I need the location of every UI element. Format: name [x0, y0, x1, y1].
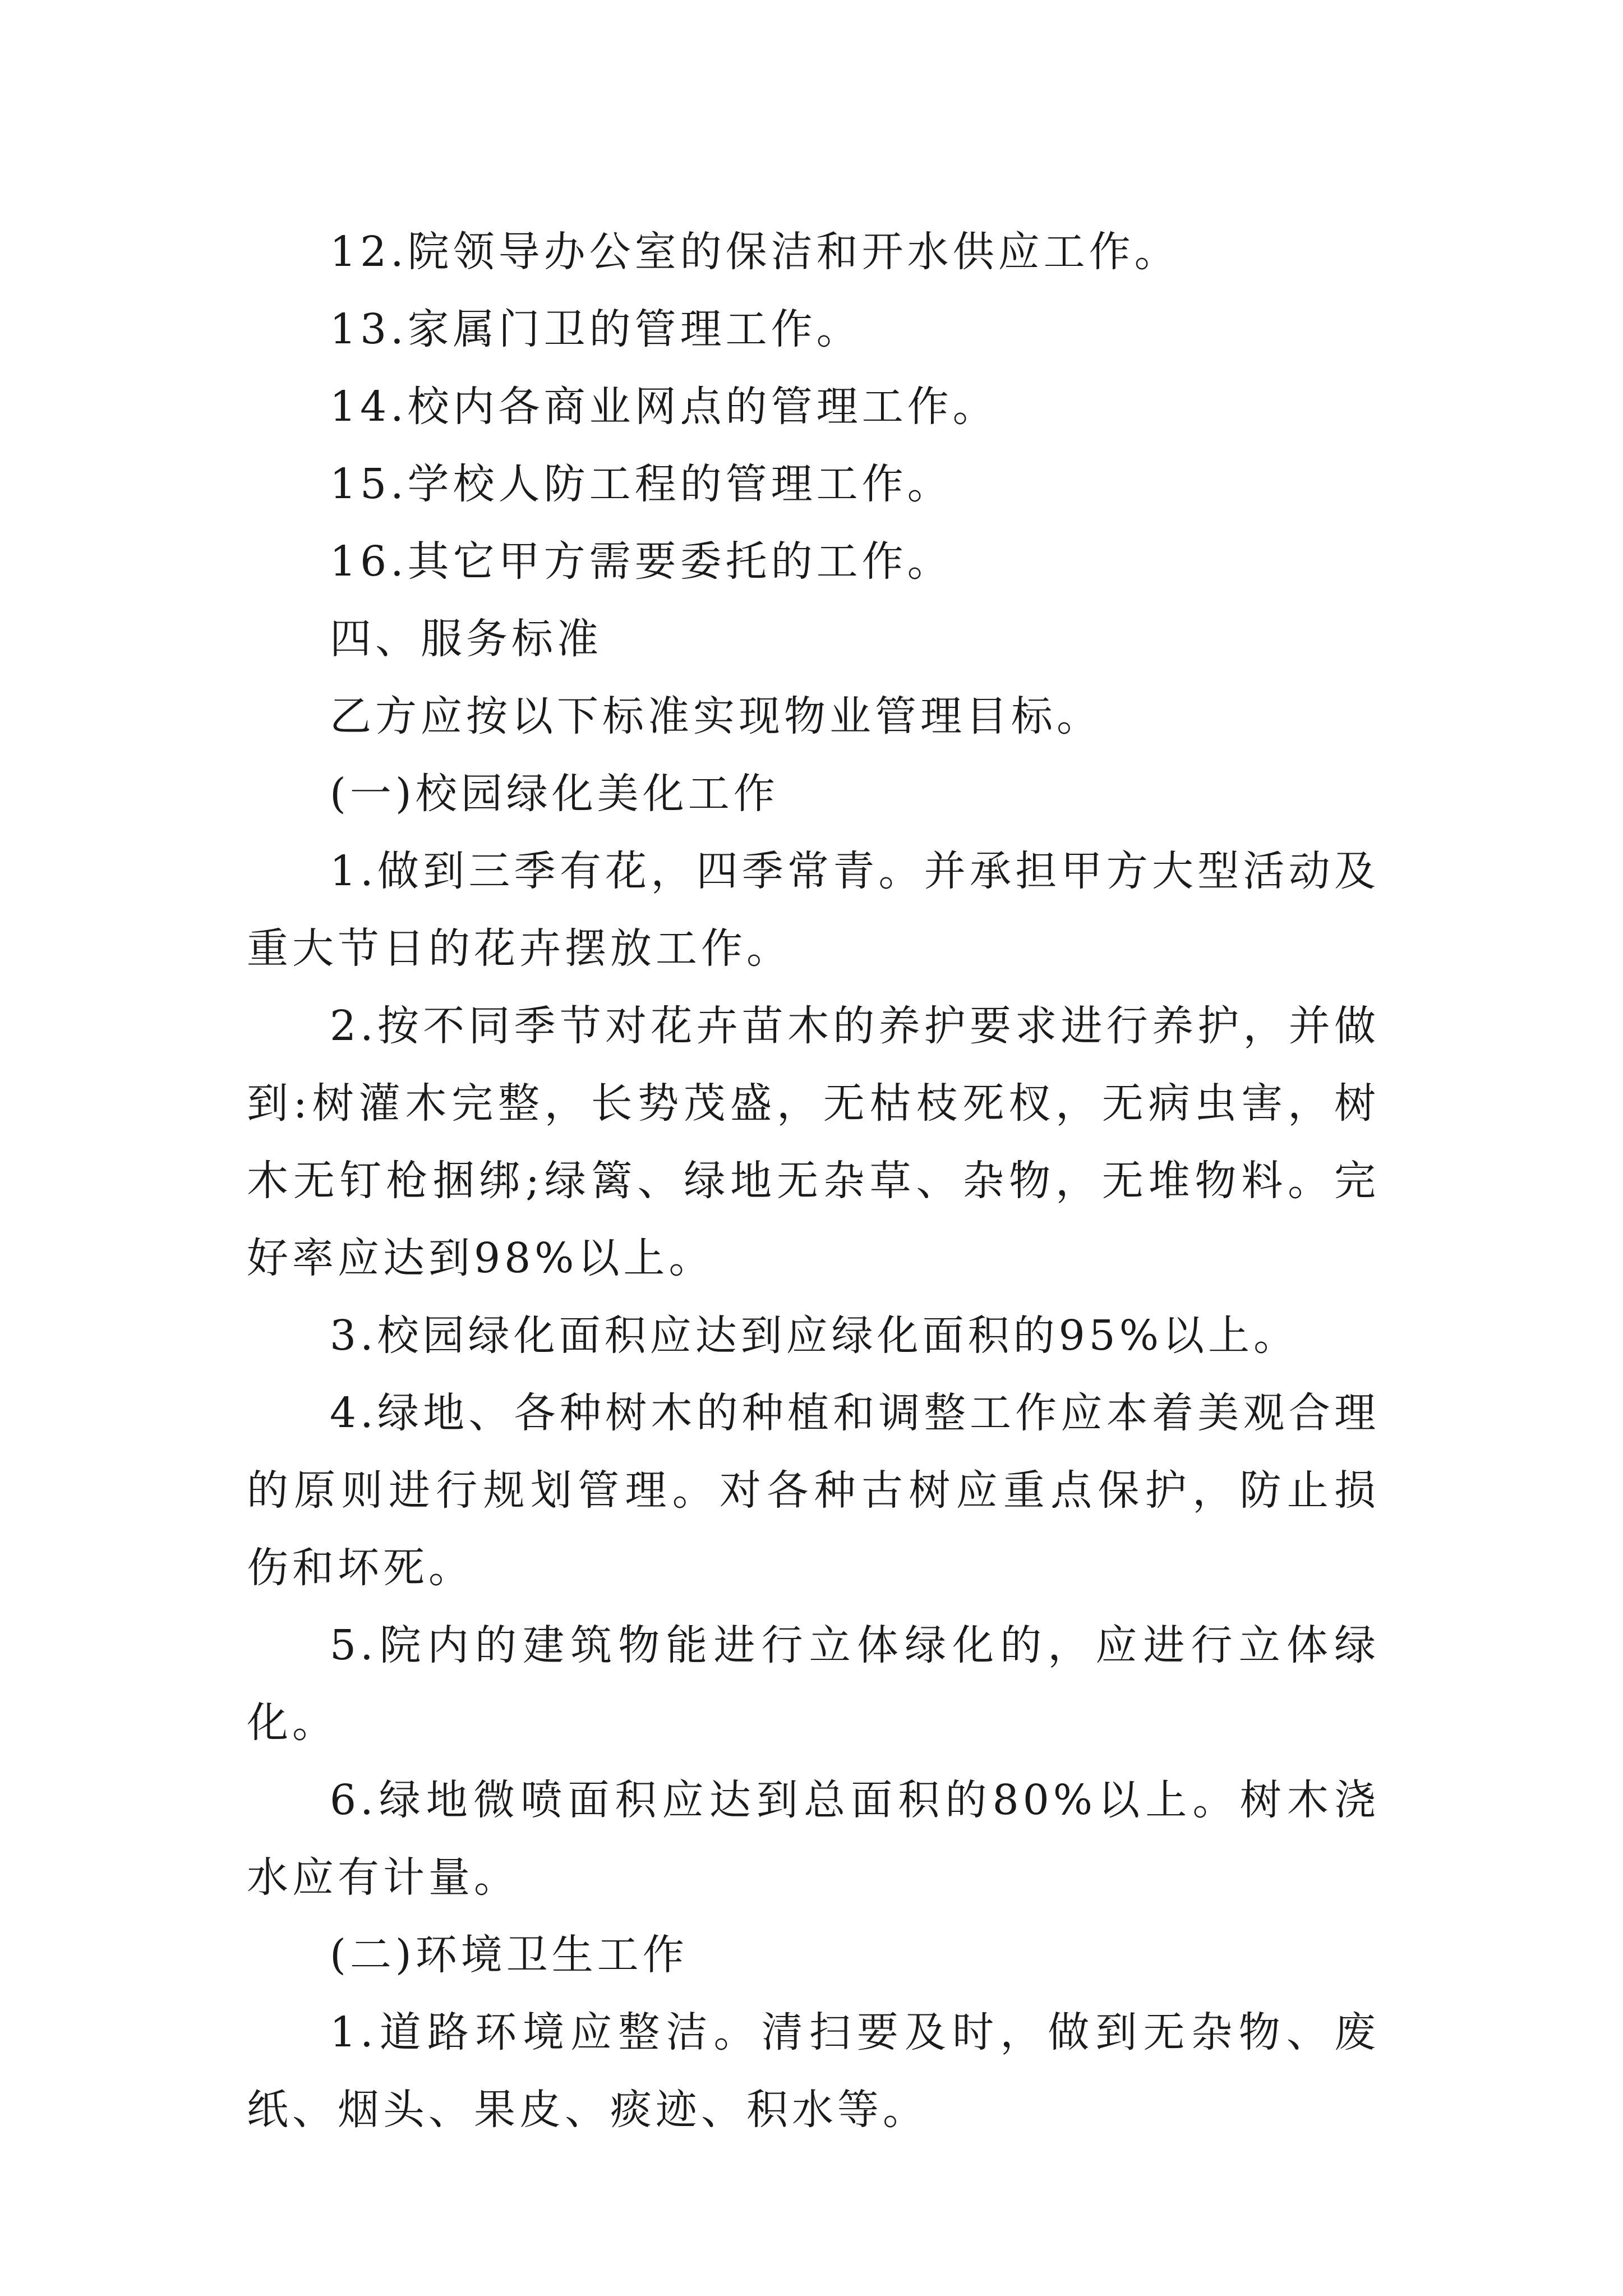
paragraph-item-15: 15.学校人防工程的管理工作。 — [330, 460, 953, 508]
greening-item-3: 3.校园绿化面积应达到应绿化面积的95%以上。 — [330, 1312, 1299, 1360]
greening-item-1: 1.做到三季有花，四季常青。并承担甲方大型活动及重大节日的花卉摆放工作。 — [247, 847, 1380, 973]
greening-item-4: 4.绿地、各种树木的种植和调整工作应本着美观合理的原则进行规划管理。对各种古树应重点保护，防止损伤和坏死。 — [247, 1389, 1380, 1592]
paragraph-item-12: 12.院领导办公室的保洁和开水供应工作。 — [330, 228, 1180, 276]
greening-item-5: 5.院内的建筑物能进行立体绿化的，应进行立体绿化。 — [247, 1621, 1380, 1747]
section-intro: 乙方应按以下标准实现物业管理目标。 — [330, 692, 1102, 740]
paragraph-item-14: 14.校内各商业网点的管理工作。 — [330, 383, 998, 431]
greening-item-2: 2.按不同季节对花卉苗木的养护要求进行养护，并做到:树灌木完整，长势茂盛，无枯枝死杈，无病虫害，树木无钉枪捆绑;绿篱、绿地无杂草、杂物，无堆物料。完好率应达到98%以上。 — [247, 1002, 1380, 1282]
document-body — [247, 213, 1380, 2148]
subsection-heading-greening: (一)校园绿化美化工作 — [330, 770, 779, 818]
greening-item-6: 6.绿地微喷面积应达到总面积的80%以上。树木浇水应有计量。 — [247, 1776, 1380, 1902]
paragraph-item-16: 16.其它甲方需要委托的工作。 — [330, 537, 953, 586]
paragraph-item-13: 13.家属门卫的管理工作。 — [330, 305, 862, 353]
section-heading-service-standards: 四、服务标准 — [330, 615, 602, 663]
subsection-heading-sanitation: (二)环境卫生工作 — [330, 1931, 688, 1979]
sanitation-item-1: 1.道路环境应整洁。清扫要及时，做到无杂物、废纸、烟头、果皮、痰迹、积水等。 — [247, 2008, 1380, 2134]
